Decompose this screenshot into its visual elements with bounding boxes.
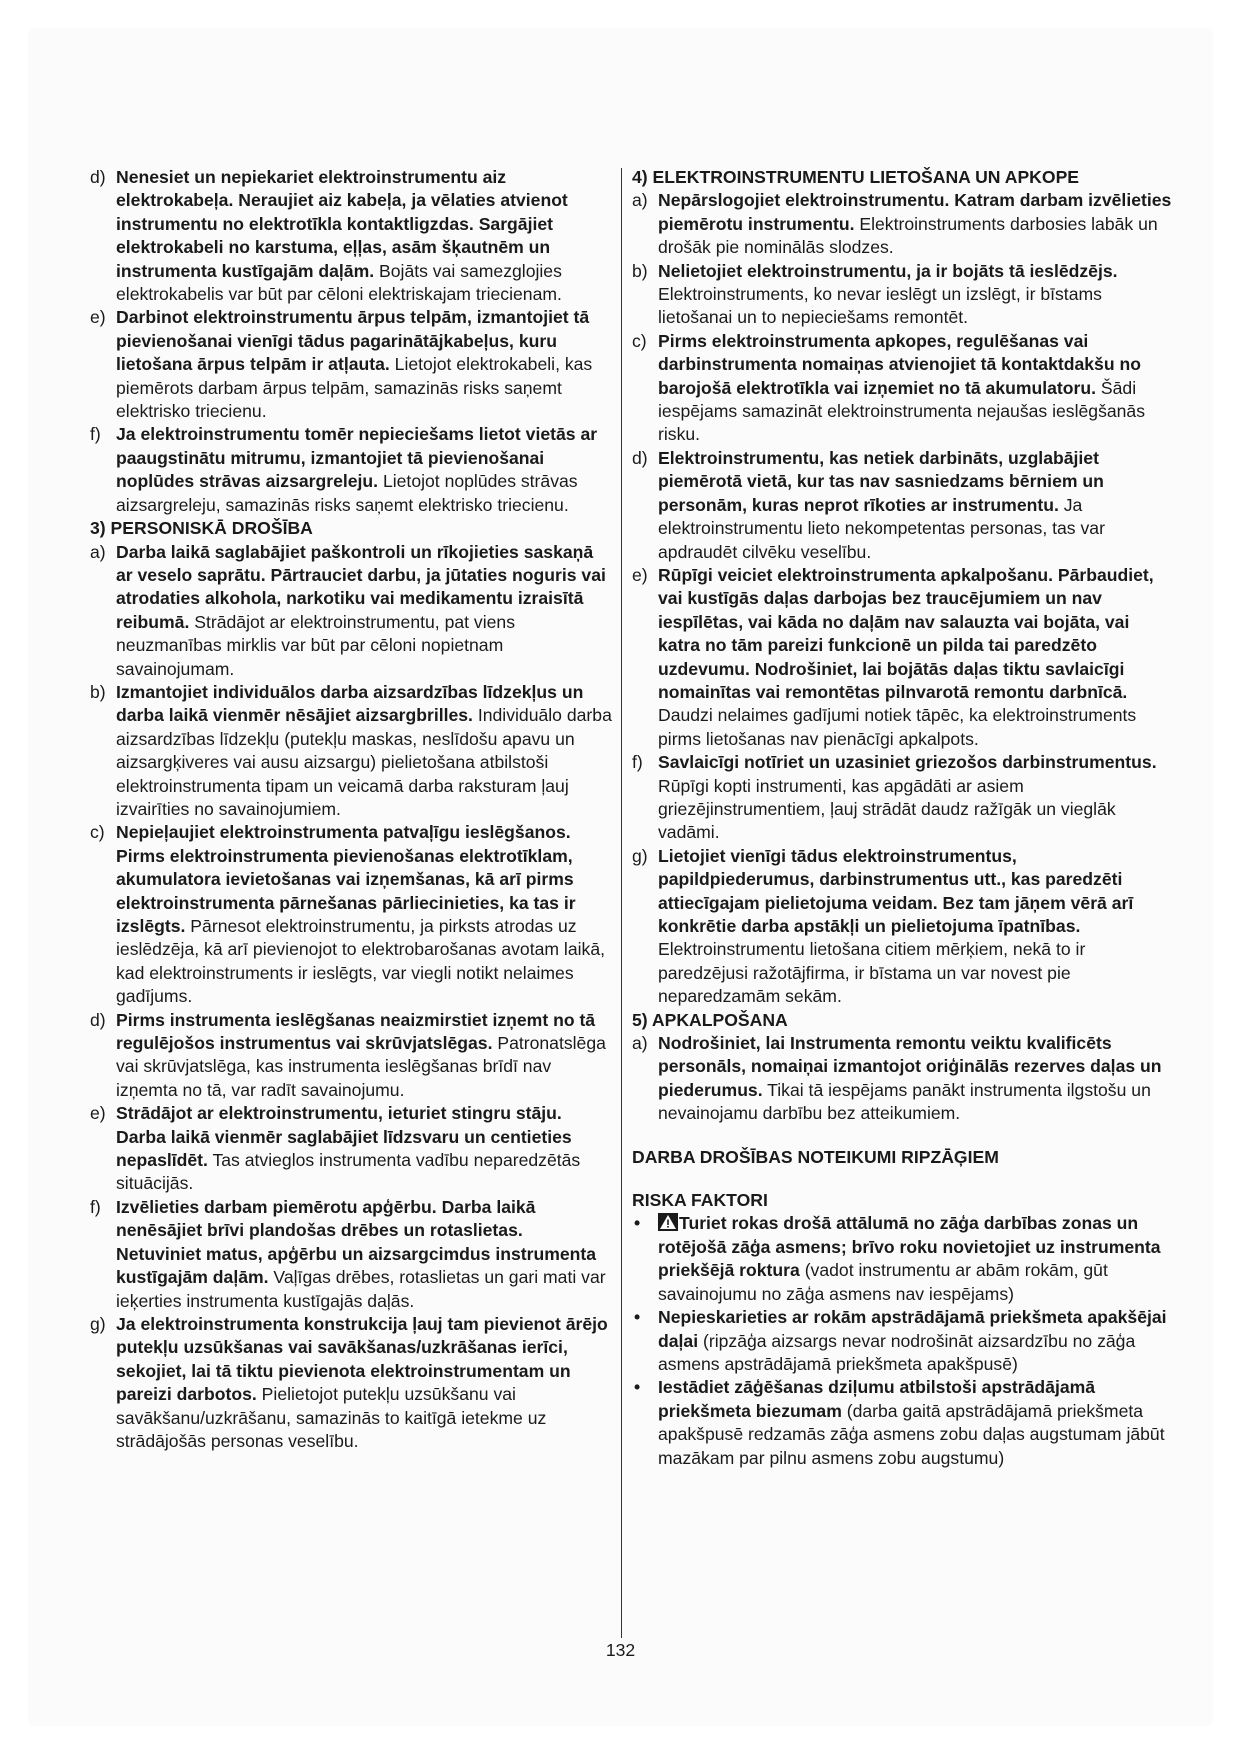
list-item (632, 1032, 1172, 1126)
section-heading: 3) PERSONISKĀ DROŠĪBA (90, 518, 313, 539)
item-bold-text: Izmantojiet individuālos darba aizsardzības līdzekļus un darba laikā vienmēr nēsājiet aizsargbrilles. (116, 681, 584, 726)
item-bold-text: Lietojiet vienīgi tādus elektroinstrumentus, papildpiederumus, darbinstrumentus utt., kas paredzēti attiecīgajam pielietojuma veidam. Bez tam jāņem vērā arī konkrētie darba apstākļi un pielietojuma īpatnības. (658, 845, 1134, 936)
page-number: 132 (605, 1640, 636, 1660)
list-item (90, 166, 612, 306)
item-label: c) (632, 330, 647, 351)
item-text: Individuālo darba aizsardzības līdzekļu (putekļu maskas, neslīdošu apavu un aizsargķiveres vai ausu aizsargu) pielietošana atbilstoši elektroinstrumenta tipam un veicamā darba raksturam ļauj izvairīties no savainojumiem. (116, 705, 612, 819)
spacer (632, 1169, 1172, 1189)
list-item (90, 1009, 612, 1103)
item-label: a) (632, 190, 648, 211)
left-column (90, 166, 612, 1453)
item-label: e) (90, 1103, 106, 1124)
item-bold-text: Izvēlieties darbam piemērotu apģērbu. Darba laikā nenēsājiet brīvi plandošas drēbes un rotaslietas. Netuviniet matus, apģērbu un aizsargcimdus instrumenta kustīgajām daļām. (116, 1196, 597, 1288)
item-label: b) (632, 260, 648, 281)
item-bold-text: Nepārslogojiet elektroinstrumentu. Katram darbam izvēlieties piemērotu instrumentu. (658, 190, 1172, 234)
item-bold-text: Pirms elektroinstrumenta apkopes, regulēšanas vai darbinstrumenta nomaiņas atvienojiet tā kontaktdakšu no barojošā elektrotīkla vai izņemiet no tā akumulatoru. (658, 330, 1141, 398)
item-label: f) (90, 424, 101, 445)
item-bold-text: Rūpīgi veiciet elektroinstrumenta apkalpošanu. Pārbaudiet, vai kustīgās daļas darbojas bez traucējumiem un nav iespīlētas, vai kāda no daļām nav salauzta vai bojāta, vai katra no tām pareizi funkcionē un pilda tai paredzēto uzdevumu. Nodrošiniet, lai bojātās daļas tiktu savlaicīgi nomainītas vai remontētas pilnvarotā remontu darbnīcā. (658, 564, 1154, 702)
bullet-bold-text: Nepieskarieties ar rokām apstrādājamā priekšmeta apakšējai daļai (658, 1307, 1167, 1351)
bullet-bold-text: Iestādiet zāģēšanas dziļumu atbilstoši apstrādājamā priekšmeta biezumam (658, 1377, 1096, 1421)
bullet-dot: • (634, 1307, 641, 1328)
list-item (632, 260, 1172, 330)
list-item (90, 821, 612, 1008)
section-heading: 5) APKALPOŠANA (632, 1009, 788, 1030)
list-item (90, 1196, 612, 1313)
list-item (90, 306, 612, 423)
list-item (632, 845, 1172, 1009)
item-text: Tas atvieglos instrumenta vadību neparedzētās situācijās. (116, 1150, 581, 1194)
item-label: f) (632, 752, 643, 773)
list-item (632, 447, 1172, 564)
list-item (632, 564, 1172, 751)
bullet-text: (vadot instrumentu ar abām rokām, gūt savainojumu no zāģa asmens nav iespējams) (658, 1260, 1108, 1304)
item-text: Elektroinstruments darbosies labāk un drošāk pie nominālās slodzes. (658, 213, 1158, 258)
item-text: Patronatslēga vai skrūvjatslēga, kas instrumenta ieslēgšanas brīdī nav izņemta no tā, var radīt savainojumu. (116, 1033, 606, 1100)
list-item (90, 681, 612, 821)
item-label: d) (90, 1009, 106, 1030)
item-text: Rūpīgi kopti instrumenti, kas apgādāti ar asiem griezējinstrumentiem, ļauj strādāt daudz ražīgāk un vieglāk vadāmi. (658, 775, 1116, 843)
item-text: Lietojot noplūdes strāvas aizsargreleju, samazinās risks saņemt elektrisko triecienu. (116, 471, 578, 515)
item-text: Elektroinstruments, ko nevar ieslēgt un izslēgt, ir bīstams lietošanai un to nepieciešams remontēt. (658, 284, 1102, 328)
bullet-text: (ripzāģa aizsargs nevar nodrošināt aizsardzību no zāģa asmens apstrādājamā priekšmeta apakšpusē) (658, 1330, 1136, 1374)
list-item (90, 423, 612, 517)
right-column (632, 166, 1172, 1470)
item-label: a) (90, 541, 106, 562)
item-bold-text: Nenesiet un nepiekariet elektroinstrumentu aiz elektrokabeļa. Neraujiet aiz kabeļa, ja vēlaties atvienot instrumentu no elektrotīkla kontaktligzdas. Sargājiet elektrokabeli no karstuma, eļļas, asām šķautnēm un instrumenta kustīgajām daļām. (116, 167, 568, 281)
item-label: d) (632, 447, 648, 468)
list-item (632, 330, 1172, 447)
item-label: g) (632, 845, 648, 866)
item-text: Ja elektroinstrumentu lieto nekompetentas personas, tas var apdraudēt cilvēku veselību. (658, 494, 1105, 562)
item-label: e) (90, 307, 106, 328)
item-bold-text: Strādājot ar elektroinstrumentu, ieturiet stingru stāju. Darba laikā vienmēr saglabājiet līdzsvaru un centieties nepaslīdēt. (116, 1103, 572, 1171)
section-heading: 4) ELEKTROINSTRUMENTU LIETOŠANA UN APKOPE (632, 167, 1080, 187)
item-text: Daudzi nelaimes gadījumi notiek tāpēc, ka elektroinstruments pirms lietošanas nav pienācīgi apkalpots. (658, 705, 1137, 749)
bullet-dot: • (634, 1377, 641, 1398)
column-divider (621, 168, 622, 1638)
bullet-dot: • (634, 1213, 641, 1234)
warning-triangle-icon (658, 1213, 678, 1231)
bullet-item (632, 1212, 1172, 1306)
item-bold-text: Elektroinstrumentu, kas netiek darbināts, uzglabājiet piemērotā vietā, kur tas nav sasniedzams bērniem un personām, kuras neprot rīkoties ar instrumentu. (658, 447, 1104, 515)
item-label: f) (90, 1196, 101, 1217)
item-label: b) (90, 681, 106, 702)
list-item (90, 1313, 612, 1453)
list-item (632, 189, 1172, 259)
item-bold-text: Darbinot elektroinstrumentu ārpus telpām, izmantojiet tā pievienošanai vienīgi tādus pagarinātājkabeļus, kuru lietošana ārpus telpām ir atļauta. (116, 307, 590, 375)
item-label: c) (90, 822, 105, 843)
item-bold-text: Ja elektroinstrumentu tomēr nepieciešams lietot vietās ar paaugstinātu mitrumu, izmantojiet tā pievienošanai noplūdes strāvas aizsargreleju. (116, 424, 598, 492)
item-bold-text: Nepieļaujiet elektroinstrumenta patvaļīgu ieslēgšanos. Pirms elektroinstrumenta pievienošanas elektrotīklam, akumulatora ievietošanas vai izņemšanas, kā arī pirms elektroinstrumenta pārnešanas pārliecinieties, ka tas ir izslēgts. (116, 822, 576, 936)
item-label: e) (632, 564, 648, 585)
item-bold-text: Ja elektroinstrumenta konstrukcija ļauj tam pievienot ārējo putekļu uzsūkšanas vai savākšanas/uzkrāšanas ierīci, sekojiet, lai tā tiktu pievienota elektroinstrumentam un pareizi darbotos. (116, 1313, 608, 1405)
item-text: Lietojot elektrokabeli, kas piemērots darbam ārpus telpām, samazinās risks saņemt elektrisko triecienu. (116, 354, 593, 422)
item-label: a) (632, 1033, 648, 1054)
item-text: Strādājot ar elektroinstrumentu, pat viens neuzmanības mirklis var būt par cēloni nopietnam savainojumam. (116, 611, 515, 679)
item-bold-text: Savlaicīgi notīriet un uzasiniet griezošos darbinstrumentus. (658, 752, 1157, 773)
item-text: Vaļīgas drēbes, rotaslietas un gari mati var ieķerties instrumenta kustīgajās daļās. (116, 1267, 606, 1311)
item-text: Pārnesot elektroinstrumentu, ja pirksts atrodas uz ieslēdzēja, kā arī pievienojot to elektrobarošanas avotam laikā, kad elektroinstruments ir ieslēgts, var viegli notikt nelaimes gadījums. (116, 916, 605, 1007)
section-title: DARBA DROŠĪBAS NOTEIKUMI RIPZĀĢIEM (632, 1146, 999, 1167)
item-text: Bojāts vai samezglojies elektrokabelis var būt par cēloni elektriskajam triecienam. (116, 260, 562, 305)
list-item (90, 1102, 612, 1196)
item-text: Tikai tā iespējams panākt instrumenta ilgstošu un nevainojamu darbību bez atteikumiem. (658, 1079, 1151, 1124)
bullet-text: (darba gaitā apstrādājamā priekšmeta apakšpusē redzamās zāģa asmens zobu daļas augstumam jābūt mazākam par pilnu asmens zobu augstumu) (658, 1400, 1165, 1468)
section-title: RISKA FAKTORI (632, 1190, 768, 1211)
item-label: g) (90, 1313, 106, 1334)
bullet-item (632, 1376, 1172, 1470)
item-text: Šādi iespējams samazināt elektroinstrumenta nejaušas ieslēgšanās risku. (658, 377, 1146, 445)
item-bold-text: Nelietojiet elektroinstrumentu, ja ir bojāts tā ieslēdzējs. (658, 260, 1118, 281)
item-bold-text: Darba laikā saglabājiet paškontroli un rīkojieties saskaņā ar veselo saprātu. Pārtrauciet darbu, ja jūtaties noguris vai atrodaties alkohola, narkotiku vai medikamentu izraisītā reibumā. (116, 541, 606, 632)
item-bold-text: Pirms instrumenta ieslēgšanas neaizmirstiet izņemt no tā regulējošos instrumentus vai skrūvjatslēgas. (116, 1009, 596, 1054)
spacer (632, 1126, 1172, 1146)
bullet-bold-text: Turiet rokas drošā attālumā no zāģa darbības zonas un rotējošā zāģa asmens; brīvo roku novietojiet uz instrumenta priekšējā roktura (658, 1213, 1161, 1281)
bullet-item (632, 1306, 1172, 1376)
item-bold-text: Nodrošiniet, lai Instrumenta remontu veiktu kvalificēts personāls, nomaiņai izmantojot oriģinālās rezerves daļas un piederumus. (658, 1033, 1162, 1100)
list-item (90, 541, 612, 681)
item-label: d) (90, 167, 106, 187)
item-text: Pielietojot putekļu uzsūkšanu vai savākšanu/uzkrāšanu, samazinās to kaitīgā ietekme uz strādājošās personas veselību. (116, 1384, 547, 1451)
list-item (632, 751, 1172, 845)
item-text: Elektroinstrumentu lietošana citiem mērķiem, nekā to ir paredzējusi ražotājfirma, ir bīstama un var novest pie neparedzamām sekām. (658, 939, 1086, 1007)
